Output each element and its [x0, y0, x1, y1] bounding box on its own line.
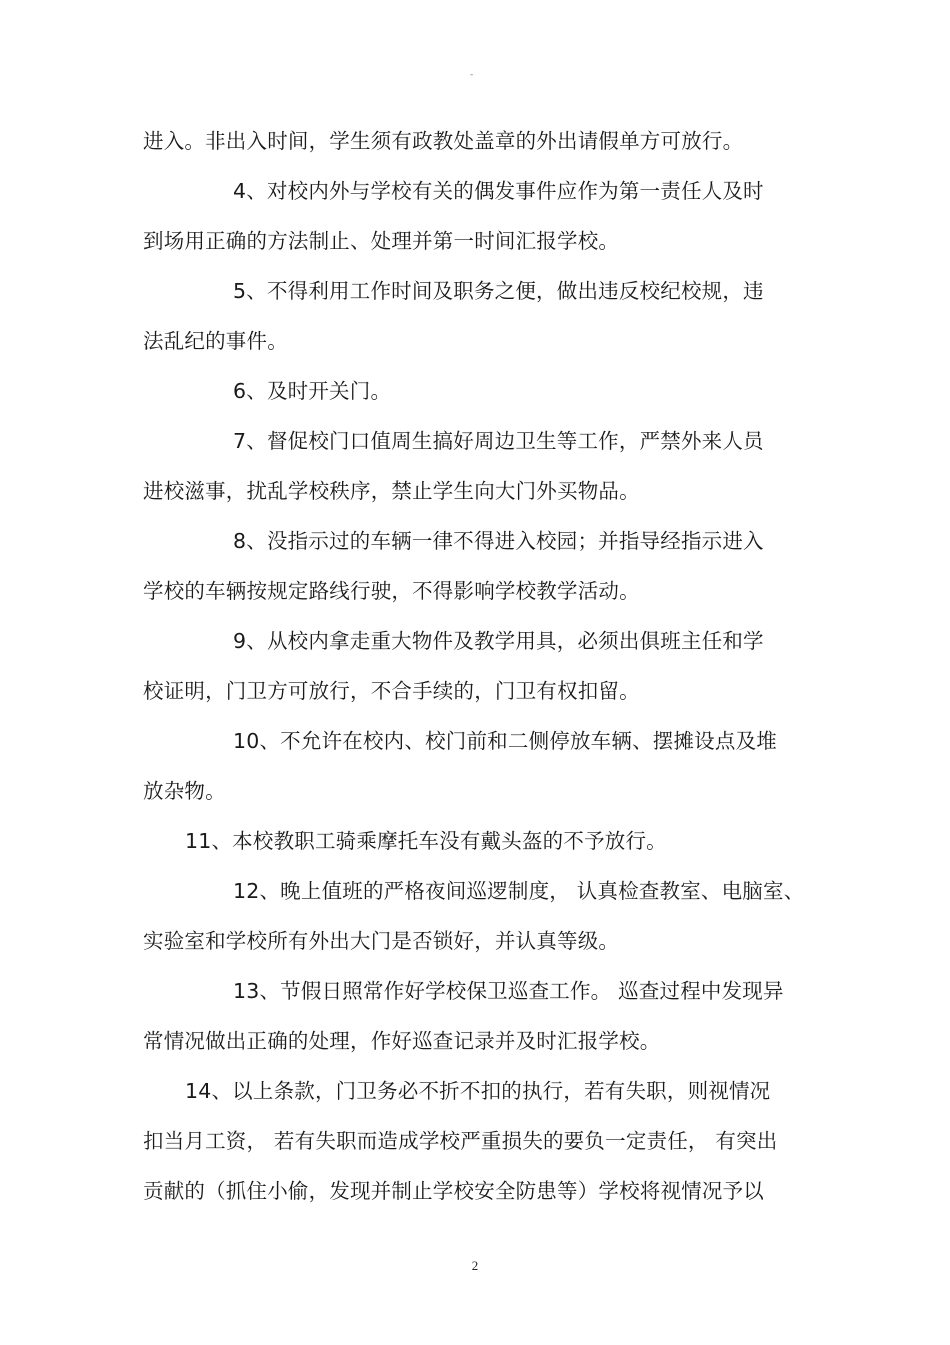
text-line: 常情况做出正确的处理，作好巡查记录并及时汇报学校。 — [143, 1029, 661, 1053]
text-line: 进入。非出入时间，学生须有政教处盖章的外出请假单方可放行。 — [143, 129, 744, 153]
text-line: 5、不得利用工作时间及职务之便，做出违反校纪校规，违 — [233, 279, 764, 303]
text-line: 校证明，门卫方可放行，不合手续的，门卫有权扣留。 — [143, 679, 640, 703]
text-line: 法乱纪的事件。 — [143, 329, 288, 353]
text-line: 11、本校教职工骑乘摩托车没有戴头盔的不予放行。 — [185, 829, 667, 853]
text-line: 6、及时开关门。 — [233, 379, 392, 403]
text-line: 到场用正确的方法制止、处理并第一时间汇报学校。 — [143, 229, 620, 253]
text-line: 13、节假日照常作好学校保卫巡查工作。 巡查过程中发现异 — [233, 979, 784, 1003]
header-mark: - — [470, 70, 474, 80]
text-line: 12、晚上值班的严格夜间巡逻制度， 认真检查教室、电脑室、 — [233, 879, 805, 903]
text-line: 4、对校内外与学校有关的偶发事件应作为第一责任人及时 — [233, 179, 764, 203]
text-line: 贡献的（抓住小偷，发现并制止学校安全防患等）学校将视情况予以 — [143, 1179, 764, 1203]
text-line: 放杂物。 — [143, 779, 226, 803]
text-line: 扣当月工资， 若有失职而造成学校严重损失的要负一定责任， 有突出 — [143, 1129, 778, 1153]
text-line: 14、以上条款，门卫务必不折不扣的执行，若有失职，则视情况 — [185, 1079, 771, 1103]
text-line: 9、从校内拿走重大物件及教学用具，必须出俱班主任和学 — [233, 629, 764, 653]
text-line: 7、督促校门口值周生搞好周边卫生等工作，严禁外来人员 — [233, 429, 764, 453]
text-line: 8、没指示过的车辆一律不得进入校园；并指导经指示进入 — [233, 529, 764, 553]
text-line: 实验室和学校所有外出大门是否锁好，并认真等级。 — [143, 929, 620, 953]
text-line: 10、不允许在校内、校门前和二侧停放车辆、摆摊设点及堆 — [233, 729, 777, 753]
page-number: 2 — [471, 1258, 479, 1273]
text-line: 进校滋事，扰乱学校秩序，禁止学生向大门外买物品。 — [143, 479, 640, 503]
text-line: 学校的车辆按规定路线行驶，不得影响学校教学活动。 — [143, 579, 640, 603]
